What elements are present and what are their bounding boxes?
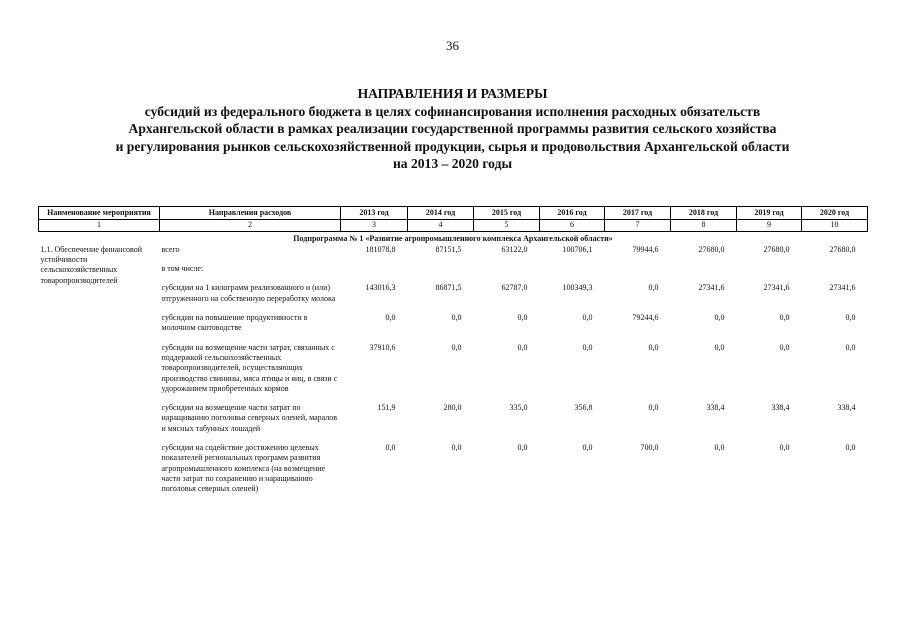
value-cell: 79944,6 xyxy=(632,244,659,254)
header-cell: 2013 год xyxy=(341,207,408,220)
value-cell xyxy=(341,255,408,274)
value-cell: 62787,0 xyxy=(501,283,528,293)
column-number: 2 xyxy=(160,220,341,231)
header-cell: 2014 год xyxy=(408,207,474,220)
value-cell: 27341,6 xyxy=(829,283,856,293)
value-cell: 356,8 xyxy=(574,403,593,413)
value-cell: 87151,5 xyxy=(435,244,462,254)
value-cell: 338,4 xyxy=(706,403,725,413)
subprogram-title: Подпрограмма № 1 «Развитие агропромышленного комплекса Архангельской области» xyxy=(293,233,613,243)
subprogram-row xyxy=(39,231,868,245)
header-cell: 2020 год xyxy=(802,207,868,220)
value-cell: 27680,0 xyxy=(763,244,790,254)
value-cell: 0,0 xyxy=(582,342,593,352)
column-number: 9 xyxy=(737,220,802,231)
header-cell: 2015 год xyxy=(474,207,540,220)
header-cell: 2016 год xyxy=(540,207,605,220)
value-cell: 0,0 xyxy=(582,313,593,323)
value-cell: 280,0 xyxy=(443,403,462,413)
value-cell: 0,0 xyxy=(451,342,462,352)
direction-cell: субсидии на повышение продуктивности в молочном скотоводстве xyxy=(161,313,308,333)
column-number: 10 xyxy=(802,220,868,231)
table-row xyxy=(39,274,868,304)
table-row xyxy=(39,304,868,334)
value-cell: 63122,0 xyxy=(501,244,528,254)
subsidy-table xyxy=(38,206,868,495)
value-cell: 0,0 xyxy=(714,342,725,352)
value-cell: 335,0 xyxy=(509,403,528,413)
header-row xyxy=(39,207,868,220)
value-cell: 37910,6 xyxy=(369,342,396,352)
value-cell: 143016,3 xyxy=(365,283,396,293)
value-cell: 0,0 xyxy=(845,313,856,323)
value-cell: 0,0 xyxy=(451,443,462,453)
column-number: 6 xyxy=(540,220,605,231)
column-number: 4 xyxy=(408,220,474,231)
value-cell: 0,0 xyxy=(517,342,528,352)
value-cell: 0,0 xyxy=(779,342,790,352)
value-cell xyxy=(605,255,671,274)
value-cell: 0,0 xyxy=(714,313,725,323)
value-cell xyxy=(540,255,605,274)
title-line: и регулирования рынков сельскохозяйственной продукции, сырья и продовольствия Архангельской области xyxy=(115,138,790,154)
document-title xyxy=(40,85,865,173)
direction-cell: субсидии на возмещение части затрат, связанных с поддержкой сельскохозяйственных товаропроизводителей, осуществляющих производство свинины, мяса птицы и яиц, в связи с удорожанием приобретенных кормов xyxy=(161,342,338,393)
title-line: на 2013 – 2020 годы xyxy=(392,156,513,171)
value-cell: 86871,5 xyxy=(435,283,462,293)
header-cell: 2019 год xyxy=(737,207,802,220)
direction-cell: всего xyxy=(161,244,180,254)
value-cell: 700,0 xyxy=(640,443,659,453)
value-cell: 0,0 xyxy=(714,443,725,453)
table-row xyxy=(39,245,868,255)
direction-cell: субсидии на возмещение части затрат по наращиванию поголовья северных оленей, маралов и мясных табунных лошадей xyxy=(161,403,338,433)
column-number-row xyxy=(39,220,868,231)
value-cell: 0,0 xyxy=(648,283,659,293)
direction-cell: субсидии на 1 килограмм реализованного и (или) отгруженного на собственную переработку молока xyxy=(161,283,336,303)
value-cell: 0,0 xyxy=(648,342,659,352)
value-cell: 27341,6 xyxy=(698,283,725,293)
value-cell: 0,0 xyxy=(845,443,856,453)
value-cell: 338,4 xyxy=(771,403,790,413)
value-cell: 27680,0 xyxy=(829,244,856,254)
value-cell: 100706,1 xyxy=(562,244,593,254)
value-cell: 0,0 xyxy=(517,313,528,323)
title-line: НАПРАВЛЕНИЯ И РАЗМЕРЫ xyxy=(357,86,548,101)
value-cell xyxy=(671,255,737,274)
value-cell: 151,9 xyxy=(377,403,396,413)
value-cell: 0,0 xyxy=(582,443,593,453)
title-line: субсидий из федерального бюджета в целях софинансирования исполнения расходных обязательств xyxy=(144,103,761,119)
table-row xyxy=(39,334,868,394)
value-cell: 27341,6 xyxy=(763,283,790,293)
table-row xyxy=(39,255,868,274)
direction-cell: субсидии на содействие достижению целевых показателей региональных программ развития агропромышленного комплекса (на возмещение части затрат по сохранению и наращиванию поголовья северных оленей) xyxy=(161,443,326,494)
value-cell: 100349,3 xyxy=(562,283,593,293)
value-cell: 79244,6 xyxy=(632,313,659,323)
value-cell: 338,4 xyxy=(837,403,856,413)
value-cell: 27680,0 xyxy=(698,244,725,254)
value-cell: 181078,8 xyxy=(365,244,396,254)
header-cell: 2018 год xyxy=(671,207,737,220)
value-cell: 0,0 xyxy=(451,313,462,323)
header-cell: Направления расходов xyxy=(160,207,341,220)
value-cell: 0,0 xyxy=(648,403,659,413)
value-cell: 0,0 xyxy=(779,443,790,453)
table-row xyxy=(39,394,868,434)
column-number: 8 xyxy=(671,220,737,231)
title-line: Архангельской области в рамках реализации государственной программы развития сельского хозяйства xyxy=(128,121,777,136)
column-number: 7 xyxy=(605,220,671,231)
value-cell: 0,0 xyxy=(845,342,856,352)
value-cell xyxy=(408,255,474,274)
direction-cell: в том числе: xyxy=(161,264,204,274)
value-cell xyxy=(802,255,868,274)
column-number: 5 xyxy=(474,220,540,231)
value-cell: 0,0 xyxy=(385,443,396,453)
header-cell: 2017 год xyxy=(605,207,671,220)
column-number: 1 xyxy=(39,220,160,231)
value-cell: 0,0 xyxy=(385,313,396,323)
column-number: 3 xyxy=(341,220,408,231)
measure-name: 1.1. Обеспечение финансовой устойчивости сельскохозяйственных товаропроизводителей xyxy=(40,244,142,285)
page-number: 36 xyxy=(446,38,459,53)
header-cell: Наименование мероприятия xyxy=(39,207,160,220)
value-cell: 0,0 xyxy=(779,313,790,323)
table-row xyxy=(39,434,868,494)
value-cell xyxy=(474,255,540,274)
value-cell xyxy=(737,255,802,274)
value-cell: 0,0 xyxy=(517,443,528,453)
